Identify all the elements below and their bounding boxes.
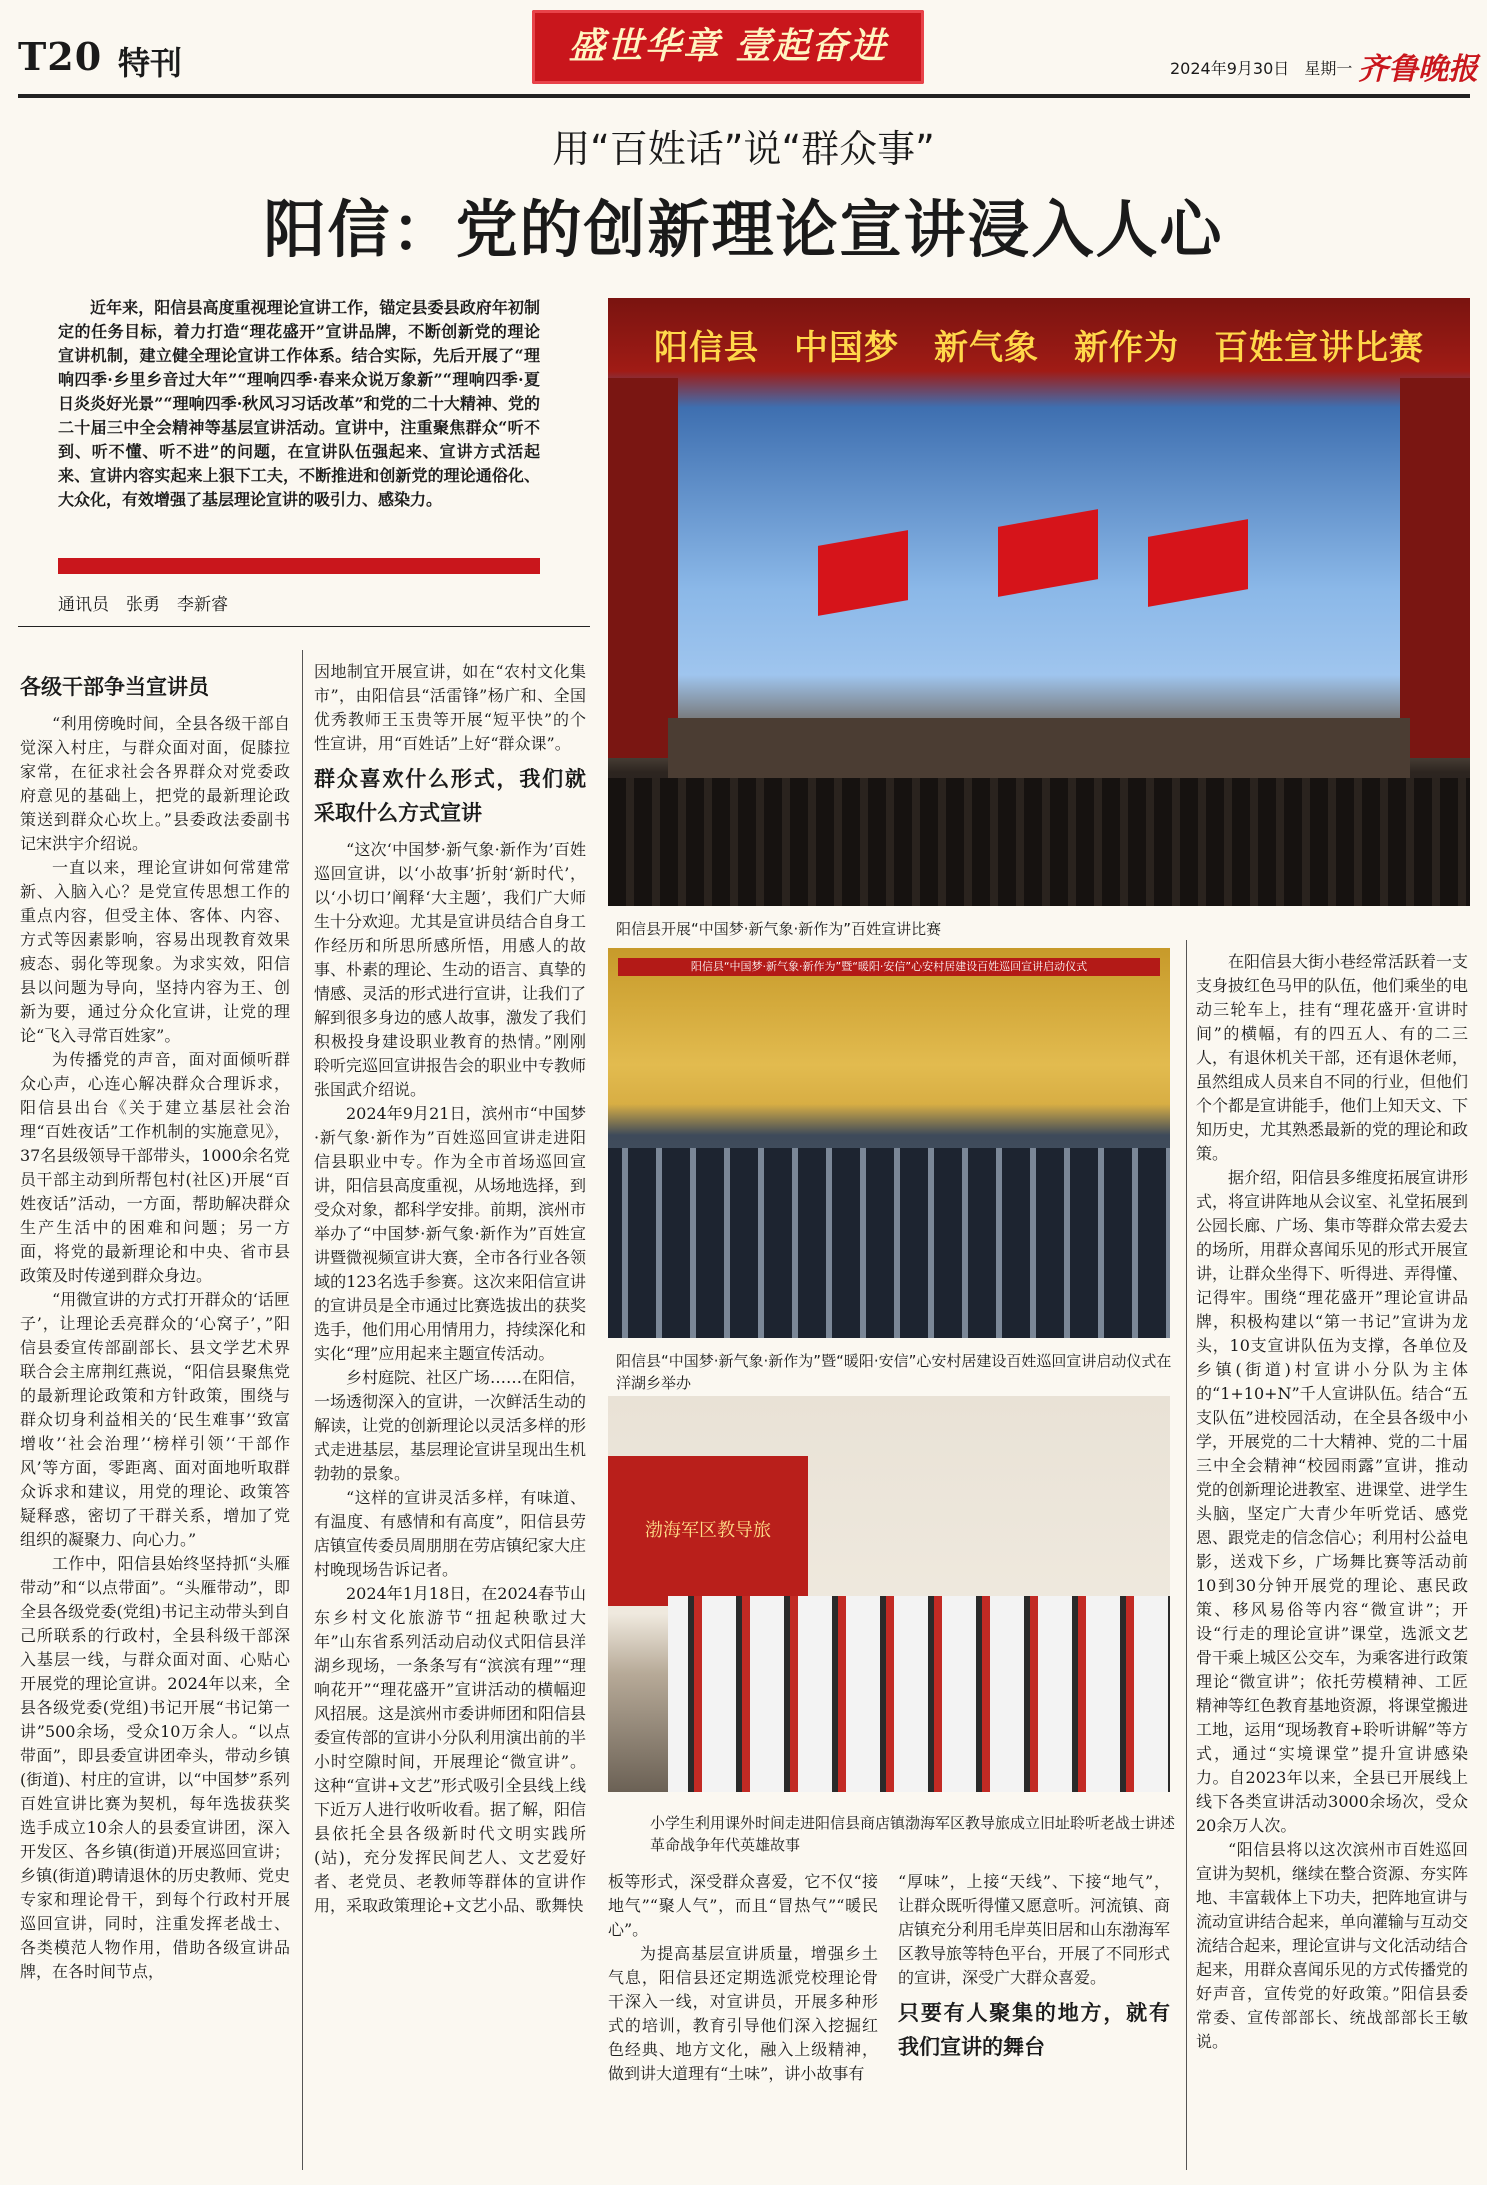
column-1 <box>20 664 290 2174</box>
paragraph: “阳信县将以这次滨州市百姓巡回宣讲为契机，继续在整合资源、夯实阵地、丰富载体上下功夫，把阵地宣讲与流动宣讲结合起来，单向灌输与互动交流结合起来，理论宣讲与文化活动结合起来，用群众喜闻乐见的方式传播党的好声音，宣传党的好政策。”阳信县委常委、宣传部部长、统战部部长王敏说。 <box>1196 1840 1468 2051</box>
paragraph: 工作中，阳信县始终坚持抓“头雁带动”和“以点带面”。“头雁带动”，即全县各级党委(党组)书记主动带头到自己所联系的行政村，全县科级干部深入基层一线，与群众面对面、心贴心开展党的理论宣讲。2024年以来，全县各级党委(党组)书记开展“书记第一讲”500余场，受众10万余人。“以点带面”，即县委宣讲团牵头，带动乡镇(街道)、村庄的宣讲，以“中国梦”系列百姓宣讲比赛为契机，每年选拔获奖选手成立10余人的县委宣讲团，深入开发区、各乡镇(街道)开展巡回宣讲；乡镇(街道)聘请退休的历史教师、党史专家和理论骨干，到每个行政村开展巡回宣讲，同时，注重发挥老战士、各类模范人物作用，借助各级宣讲品牌，在各时间节点， <box>20 1554 290 1981</box>
paragraph: “这次‘中国梦·新气象·新作为’百姓巡回宣讲，以‘小故事’折射‘新时代’，以‘小切口’阐释‘大主题’，我们广大师生十分欢迎。尤其是宣讲员结合自身工作经历和所思所感所悟，用感人的故事、朴素的理论、生动的语言、真挚的情感、灵活的形式进行宣讲，让我们了解到很多身边的感人故事，激发了我们积极投身建设职业教育的热情。”刚刚聆听完巡回宣讲报告会的职业中专教师张国武介绍说。 <box>314 840 586 1099</box>
section-name: 特刊 <box>118 44 183 82</box>
paragraph: “用微宣讲的方式打开群众的‘话匣子’，让理论丢亮群众的‘心窝子’，”阳信县委宣传部副部长、县文学艺术界联合会主席荆红燕说，“阳信县聚焦党的最新理论政策和方针政策，围绕与群众切身利益相关的‘民生难事’‘致富增收’‘社会治理’‘榜样引领’‘干部作风’等方面，零距离、面对面地听取群众诉求和建议，用党的理论、政策答疑释惑，密切了干群关系，增加了党组织的凝聚力、向心力。” <box>20 1290 290 1549</box>
column-3 <box>608 1870 878 2170</box>
photo-caption-1: 阳信县开展“中国梦·新气象·新作为”百姓宣讲比赛 <box>616 920 942 938</box>
curtain-right <box>1400 378 1470 758</box>
paragraph: 板等形式，深受群众喜爱，它不仅“接地气”“聚人气”，而且“冒热气”“暖民心”。 <box>608 1872 878 1939</box>
paragraph: 2024年1月18日，在2024春节山东乡村文化旅游节“扭起秧歌过大年”山东省系列活动启动仪式阳信县洋湖乡现场，一条条写有“滨滨有理”“理响花开”“理花盛开”宣讲活动的横幅迎风招展。这是滨州市委讲师团和阳信县委宣传部的宣讲小分队利用演出前的半小时空隙时间，开展理论“微宣讲”。这种“宣讲+文艺”形式吸引全县线上线下近万人进行收听收看。据了解，阳信县依托全县各级新时代文明实践所(站)，充分发挥民间艺人、文艺爱好者、老党员、老教师等群体的宣讲作用，采取政策理论+文艺小品、歌舞快 <box>314 1584 586 1915</box>
section-heading-3: 只要有人聚集的地方，就有我们宣讲的舞台 <box>898 2001 1170 2059</box>
lead-paragraph <box>58 296 540 512</box>
paragraph: 为传播党的声音，面对面倾听群众心声，心连心解决群众合理诉求，阳信县出台《关于建立基层社会治理“百姓夜话”工作机制的实施意见》，37名县级领导干部带头，1000余名党员干部主动到所帮包村(社区)开展“百姓夜话”活动，一方面，帮助解决群众生产生活中的困难和问题；另一方面，将党的最新理论和中央、省市县政策及时传递到群众身边。 <box>20 1050 290 1285</box>
flag <box>818 530 908 616</box>
stage-banner: 阳信县 中国梦 新气象 新作为 百姓宣讲比赛 <box>654 328 1424 368</box>
col-rule <box>1186 940 1187 2170</box>
paragraph: 因地制宜开展宣讲，如在“农村文化集市”，由阳信县“活雷锋”杨广和、全国优秀教师王玉贵等开展“短平快”的个性宣讲，用“百姓话”上好“群众课”。 <box>314 662 586 753</box>
hall-audience <box>608 1148 1170 1338</box>
section-banner <box>532 10 924 84</box>
kicker: 用“百姓话”说“群众事” <box>552 127 935 171</box>
page-number: T20 <box>18 34 103 79</box>
paragraph: 在阳信县大街小巷经常活跃着一支支身披红色马甲的队伍，他们乘坐的电动三轮车上，挂有“理花盛开·宣讲时间”的横幅，有的四五人、有的二三人，有退休机关干部，还有退休老师，虽然组成人员来自不同的行业，但他们个个都是宣讲能手，他们上知天文、下知历史，尤其熟悉最新的党的理论和政策。 <box>1196 952 1468 1163</box>
photo-speech-contest <box>608 298 1470 906</box>
paragraph: “厚味”，上接“天线”、下接“地气”，让群众既听得懂又愿意听。河流镇、商店镇充分利用毛岸英旧居和山东渤海军区教导旅等特色平台，开展了不同形式的宣讲，深受广大群众喜爱。 <box>898 1872 1170 1987</box>
paragraph: “这样的宣讲灵活多样，有味道、有温度、有感情和有高度”，阳信县劳店镇宣传委员周朋朋在劳店镇纪家大庄村晚现场告诉记者。 <box>314 1488 586 1579</box>
lead-text: 近年来，阳信县高度重视理论宣讲工作，锚定县委县政府年初制定的任务目标，着力打造“理花盛开”宣讲品牌，不断创新党的理论宣讲机制，建立健全理论宣讲工作体系。结合实际，先后开展了“理响四季·乡里乡音过大年”“理响四季·春来众说万象新”“理响四季·夏日炎炎好光景”“理响四季·秋风习习话改革”和党的二十大精神、党的二十届三中全会精神等基层宣讲活动。宣讲中，注重聚焦群众“听不到、听不懂、听不进”的问题，在宣讲队伍强起来、宣讲方式活起来、宣讲内容实起来上狠下工夫，不断推进和创新党的理论通俗化、大众化，有效增强了基层理论宣讲的吸引力、感染力。 <box>58 298 540 509</box>
byline-rule <box>18 626 590 627</box>
exhibition-wall: 渤海军区教导旅 <box>608 1456 808 1606</box>
col-rule <box>302 650 303 2170</box>
main-headline: 阳信：党的创新理论宣讲浸入人心 <box>263 193 1224 266</box>
column-2 <box>314 660 586 2174</box>
paragraph: 2024年9月21日，滨州市“中国梦·新气象·新作为”百姓巡回宣讲走进阳信县职业中专。作为全市首场巡回宣讲，阳信县高度重视，从场地选择，到受众对象，都科学安排。前期，滨州市举办了“中国梦·新气象·新作为”百姓宣讲暨微视频宣讲大赛，全市各行业各领域的123名选手参赛。这次来阳信宣讲的宣讲员是全市通过比赛选拔出的获奖选手，他们用心用情用力，持续深化和实化“理”应用起来主题宣传活动。 <box>314 1104 586 1363</box>
lead-red-bar <box>58 558 540 574</box>
column-5 <box>1196 950 1468 2174</box>
students <box>668 1596 1170 1792</box>
paragraph: 据介绍，阳信县多维度拓展宣讲形式，将宣讲阵地从会议室、礼堂拓展到公园长廊、广场、集市等群众常去爱去的场所，用群众喜闻乐见的形式开展宣讲，让群众坐得下、听得进、弄得懂、记得牢。围绕“理花盛开”理论宣讲品牌，积极构建以“第一书记”宣讲为龙头，10支宣讲队伍为支撑，各单位及乡镇(街道)村宣讲小分队为主体的“1+10+N”千人宣讲队伍。结合“五支队伍”进校园活动，在全县各级中小学，开展党的二十大精神、党的二十届三中全会精神“校园雨露”宣讲，推动党的创新理论进教室、进课堂、进学生头脑，坚定广大青少年听党话、感党恩、跟党走的信念信心；利用村公益电影，送戏下乡，广场舞比赛等活动前10到30分钟开展党的理论、惠民政策、移风易俗等内容“微宣讲”；开设“行走的理论宣讲”课堂，选派文艺骨干乘上城区公交车，为乘客进行政策理论“微宣讲”；依托劳模精神、工匠精神等红色教育基地资源，将课堂搬进工地，运用“现场教育+聆听讲解”等方式，通过“实境课堂”提升宣讲感染力。自2023年以来，全县已开展线上线下各类宣讲活动3000余场次，受众20余万人次。 <box>1196 1168 1468 1835</box>
paragraph: 为提高基层宣讲质量，增强乡土气息，阳信县还定期选派党校理论骨干深入一线，对宣讲员，开展多种形式的培训，教育引导他们深入挖掘红色经典、地方文化，融入上级精神，做到讲大道理有“土味”，讲小故事有 <box>608 1944 878 2083</box>
issue-date <box>1170 56 1352 79</box>
header-rule <box>18 94 1470 98</box>
paper-logo: 齐鲁晚报 <box>1358 52 1478 87</box>
flag <box>1148 519 1248 607</box>
section-banner-text: 盛世华章 壹起奋进 <box>568 26 888 67</box>
photo-students-visit <box>608 1396 1170 1792</box>
section-heading-1: 各级干部争当宣讲员 <box>20 675 209 699</box>
curtain-left <box>608 378 678 758</box>
audience <box>608 778 1470 906</box>
photo-caption-3: 小学生利用课外时间走进阳信县商店镇渤海军区教导旅成立旧址聆听老战士讲述革命战争年代英雄故事 <box>650 1814 1176 1854</box>
paragraph: 一直以来，理论宣讲如何常建常新、入脑入心？是党宣传思想工作的重点内容，但受主体、客体、内容、方式等因素影响，容易出现教育效果疲态、弱化等现象。为求实效，阳信县以问题为导向，坚持内容为王、创新为要，通过分众化宣讲，让党的理论“飞入寻常百姓家”。 <box>20 858 290 1045</box>
paragraph: “利用傍晚时间，全县各级干部自觉深入村庄，与群众面对面，促膝拉家常，在征求社会各界群众对党委政府意见的基础上，把党的最新理论政策送到群众心坎上。”县委政法委副书记宋洪宇介绍说。 <box>20 714 290 853</box>
section-heading-2: 群众喜欢什么形式，我们就采取什么方式宣讲 <box>314 767 586 825</box>
weekday: 星期一 <box>1304 59 1353 78</box>
photo-launch-ceremony <box>608 948 1170 1338</box>
paragraph: 乡村庭院、社区广场……在阳信，一场透彻深入的宣讲，一次鲜活生动的解读，让党的创新理论以灵活多样的形式走进基层，基层理论宣讲呈现出生机勃勃的景象。 <box>314 1368 586 1483</box>
date: 2024年9月30日 <box>1170 59 1290 78</box>
hall-banner: 阳信县“中国梦·新气象·新作为”暨“暖阳·安信”心安村居建设百姓巡回宣讲启动仪式 <box>618 958 1160 976</box>
photo-caption-2: 阳信县“中国梦·新气象·新作为”暨“暖阳·安信”心安村居建设百姓巡回宣讲启动仪式在洋湖乡举办 <box>616 1352 1172 1392</box>
byline: 通讯员 张勇 李新睿 <box>58 595 228 615</box>
column-4 <box>898 1870 1170 2170</box>
flag <box>998 509 1098 597</box>
stage-floor <box>668 718 1410 778</box>
